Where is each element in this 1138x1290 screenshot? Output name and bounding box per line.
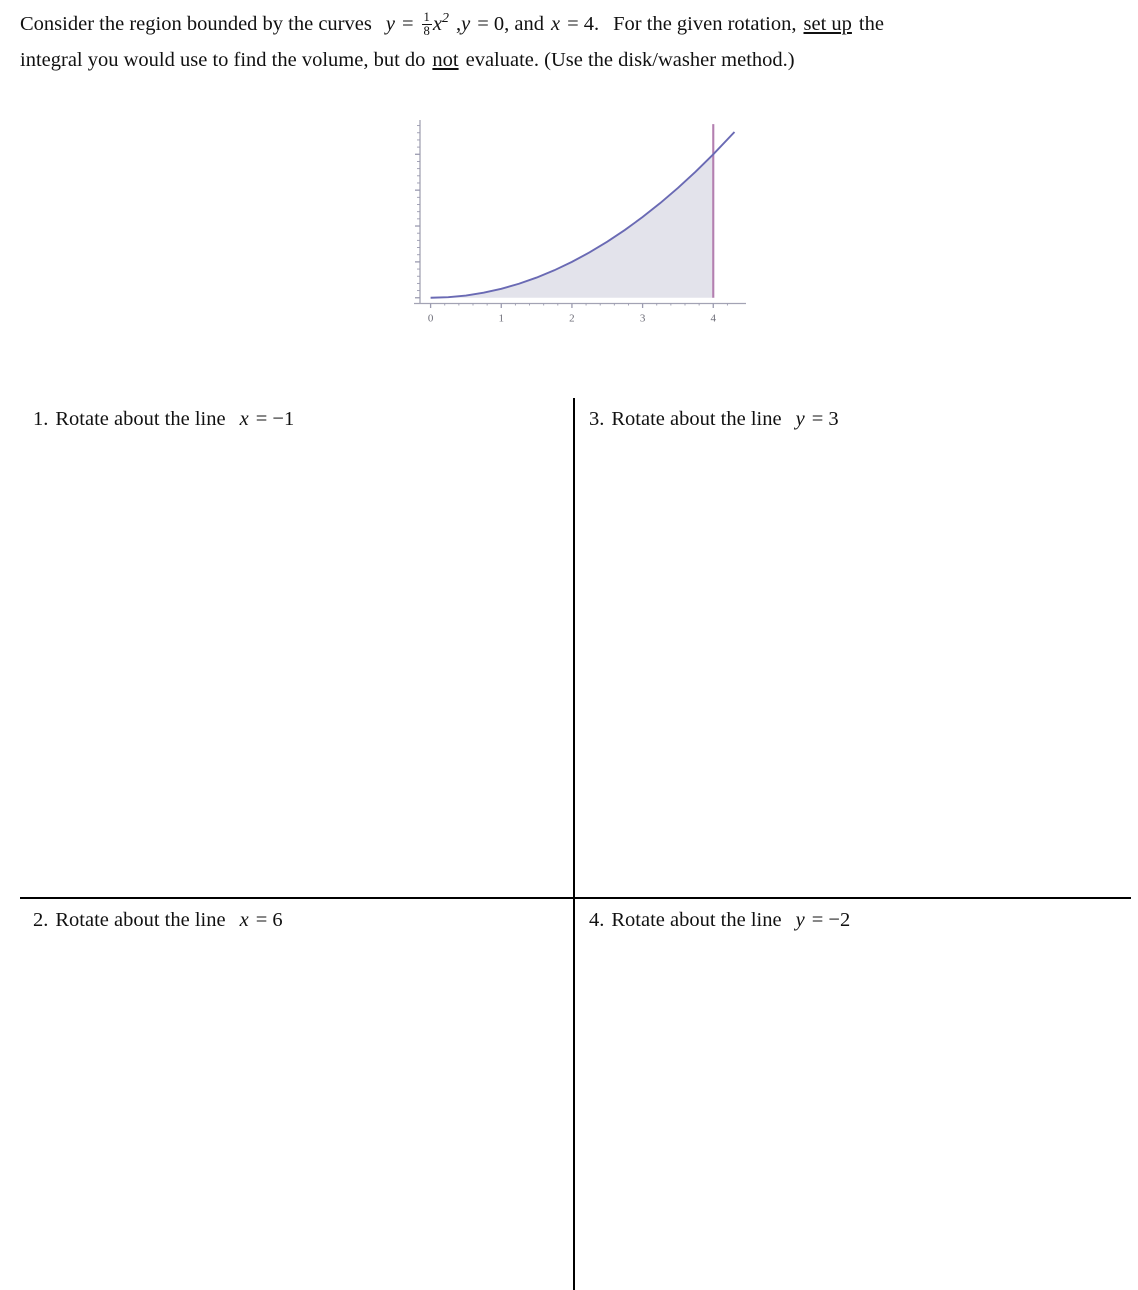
equation-y-equals-zero: = 0, and — [477, 13, 544, 35]
vertical-divider — [573, 398, 575, 1290]
answer-cell-4 — [589, 906, 850, 934]
answer-4-number: 4. — [589, 909, 605, 931]
problem-statement-line-1 — [20, 6, 1120, 42]
x-axis-ticks — [431, 304, 728, 309]
y-axis-ticks — [415, 126, 420, 298]
x-tick-label: 2 — [569, 312, 575, 325]
answer-1-text: Rotate about the line — [55, 408, 226, 430]
fraction-numerator: 1 — [423, 9, 430, 24]
answer-4-variable: y — [795, 909, 805, 931]
answer-3-text: Rotate about the line — [611, 408, 782, 430]
answer-2-number: 2. — [33, 909, 49, 931]
prompt-text-c: the — [858, 13, 884, 35]
problem-statement-line-2 — [20, 42, 1120, 78]
equation-x: x — [432, 13, 442, 35]
answer-4-value: = −2 — [811, 909, 851, 931]
equation-exponent: 2 — [441, 11, 449, 27]
prompt-emphasis-not: not — [432, 49, 459, 71]
answer-cell-2 — [33, 906, 283, 934]
answer-2-value: = 6 — [255, 909, 283, 931]
answer-2-variable: x — [239, 909, 249, 931]
x-tick-label: 3 — [639, 312, 646, 325]
answer-1-variable: x — [239, 408, 249, 430]
answer-cell-1 — [33, 405, 294, 433]
answer-1-number: 1. — [33, 408, 49, 430]
equation-comma: , — [455, 13, 462, 35]
horizontal-divider — [20, 897, 1131, 899]
prompt-emphasis-set-up: set up — [803, 13, 852, 35]
region-plot-svg — [398, 112, 758, 332]
x-tick-label: 1 — [498, 312, 505, 325]
prompt-text-b: For the given rotation, — [613, 13, 797, 35]
equation-equals: = — [401, 13, 414, 35]
equation-x-second: x — [550, 13, 561, 35]
answer-4-text: Rotate about the line — [611, 909, 782, 931]
x-tick-label: 0 — [427, 312, 434, 325]
equation-y-second: y — [461, 13, 471, 35]
prompt-line2-b: evaluate. (Use the disk/washer method.) — [465, 49, 795, 71]
shaded-region — [431, 154, 714, 297]
equation-y: y — [385, 13, 395, 35]
answer-3-number: 3. — [589, 408, 605, 430]
x-axis-tick-labels — [428, 313, 717, 325]
problem-statement — [20, 6, 1120, 78]
prompt-line2-a: integral you would use to find the volume, but do — [20, 49, 426, 71]
fraction-denominator: 8 — [423, 24, 430, 39]
fraction-one-eighth — [422, 11, 432, 39]
answer-3-value: = 3 — [811, 408, 839, 430]
answer-1-value: = −1 — [255, 408, 295, 430]
answer-3-variable: y — [795, 408, 805, 430]
region-plot — [398, 112, 758, 332]
answer-2-text: Rotate about the line — [55, 909, 226, 931]
answer-cell-3 — [589, 405, 839, 433]
equation-x-equals-four: = 4. — [567, 13, 600, 35]
x-tick-label: 4 — [710, 312, 717, 325]
prompt-text-a: Consider the region bounded by the curves — [20, 13, 372, 35]
